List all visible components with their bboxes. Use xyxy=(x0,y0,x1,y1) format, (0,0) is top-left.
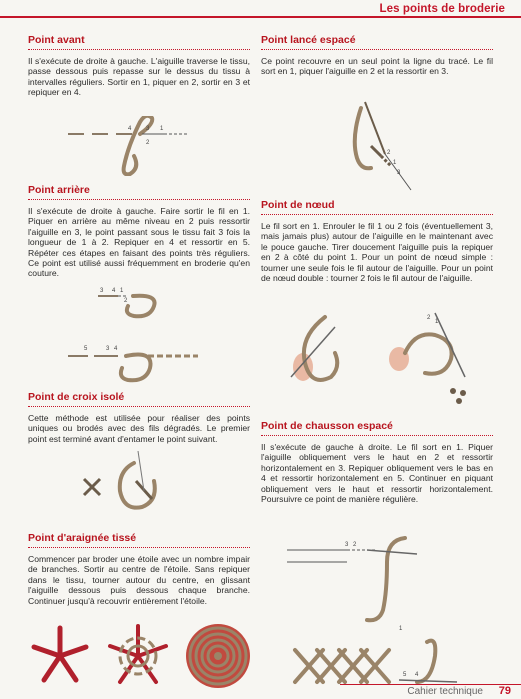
spider-web-illustration xyxy=(28,616,258,696)
label-2: 2 xyxy=(387,150,391,156)
footer-label: Cahier technique xyxy=(407,686,483,697)
back-stitch-illustration xyxy=(58,284,228,384)
label-1: 1 xyxy=(399,626,403,632)
section-text: Commencer par broder une étoile avec un nombre impair de branches. Sortir au centre de l'étoile. Sans repiquer dans le tissu, tourner autour du centre, en glissant l'aiguille dessous puis dessous chaque branche. Continuer jusqu'à recouvrir entièrement l'étoile. xyxy=(28,554,250,606)
label-3: 3 xyxy=(106,346,110,352)
label-4: 4 xyxy=(112,288,116,294)
header-rule xyxy=(0,16,521,18)
section-point-chausson xyxy=(261,420,493,678)
running-stitch-illustration xyxy=(68,116,208,176)
footer-rule xyxy=(340,684,521,685)
section-text: Il s'exécute de droite à gauche. Faire sortir le fil en 1. Piquer en arrière au même niveau en 2 puis ressortir l'aiguille en 3, le point passant sous le tissu fait 3 fois la longueur de 1 à 2. Repiquer en 4 et ressortir en 5. Répéter ces étapes en faisant des points très réguliers. Ce point est utilisé aussi fréquemment en broderie qu'en couture. xyxy=(28,206,250,279)
label-1: 1 xyxy=(435,319,439,325)
label-2: 2 xyxy=(353,542,357,548)
section-text: Ce point recouvre en un seul point la ligne du tracé. Le fil sort en 1, piquer l'aiguille en 2 et la ressortir en 3. xyxy=(261,56,493,77)
section-text: Le fil sort en 1. Enrouler le fil 1 ou 2 fois (éventuellement 3, mais jamais plus) autour de l'aiguille en le maintenant avec le pouce gauche. Tirer doucement l'aiguille puis la repiquer en 2 à côté du point 1. Pour un point de nœud simple : tourner une seule fois le fil autour de l'aiguille. Pour un point de nœud double : tourner 2 fois le fil autour de l'aiguille. xyxy=(261,221,493,284)
label-2: 2 xyxy=(146,140,150,146)
label-3: 3 xyxy=(397,170,401,176)
section-point-arriere xyxy=(28,184,250,352)
section-title: Point avant xyxy=(28,34,250,50)
label-3: 3 xyxy=(100,288,104,294)
herringbone-stitch-illustration xyxy=(287,532,487,698)
label-4: 4 xyxy=(128,126,132,132)
section-point-croix xyxy=(28,391,250,444)
label-1: 1 xyxy=(160,126,164,132)
label-3: 3 xyxy=(146,126,150,132)
section-point-lance xyxy=(261,34,493,176)
section-title: Point lancé espacé xyxy=(261,34,493,50)
cross-stitch-illustration xyxy=(78,451,208,521)
label-4: 4 xyxy=(114,346,118,352)
section-point-noeud xyxy=(261,199,493,325)
section-point-araignee xyxy=(28,532,250,606)
section-title: Point de croix isolé xyxy=(28,391,250,407)
straight-stitch-illustration xyxy=(331,98,441,198)
section-text: Il s'exécute de gauche à droite. Le fil sort en 1. Piquer l'aiguille obliquement vers le haut en 2 et ressortir horizontalement en 3. Repiquer obliquement vers le bas en 4 et ressortir horizontalement en 5. Continuer en piquant obliquement vers le haut et ressortir horizontalement. Poursuivre ce point de manière régulière. xyxy=(261,442,493,505)
section-title: Point arrière xyxy=(28,184,250,200)
page-number: 79 xyxy=(498,685,511,697)
label-4: 4 xyxy=(415,672,419,678)
label-2: 2 xyxy=(427,315,431,321)
header-title: Les points de broderie xyxy=(379,3,505,15)
label-2: 2 xyxy=(124,298,128,304)
label-3: 3 xyxy=(345,542,349,548)
section-text: Cette méthode est utilisée pour réaliser des points uniques ou brodés avec des fils dégradés. Le premier point est terminé avant d'entamer le point suivant. xyxy=(28,413,250,444)
label-1: 1 xyxy=(120,288,124,294)
section-title: Point de nœud xyxy=(261,199,493,215)
french-knot-illustration xyxy=(285,307,485,407)
label-5: 5 xyxy=(403,672,407,678)
label-1: 1 xyxy=(393,160,397,166)
label-5: 5 xyxy=(84,346,88,352)
section-point-avant xyxy=(28,34,250,146)
section-title: Point de chausson espacé xyxy=(261,420,493,436)
section-text: Il s'exécute de droite à gauche. L'aiguille traverse le tissu, passe dessous puis repasse sur le dessus du tissu à intervalles réguliers. Sortir en 1, piquer en 2, sortir en 3 et repiquer en 4. xyxy=(28,56,250,98)
section-title: Point d'araignée tissé xyxy=(28,532,250,548)
